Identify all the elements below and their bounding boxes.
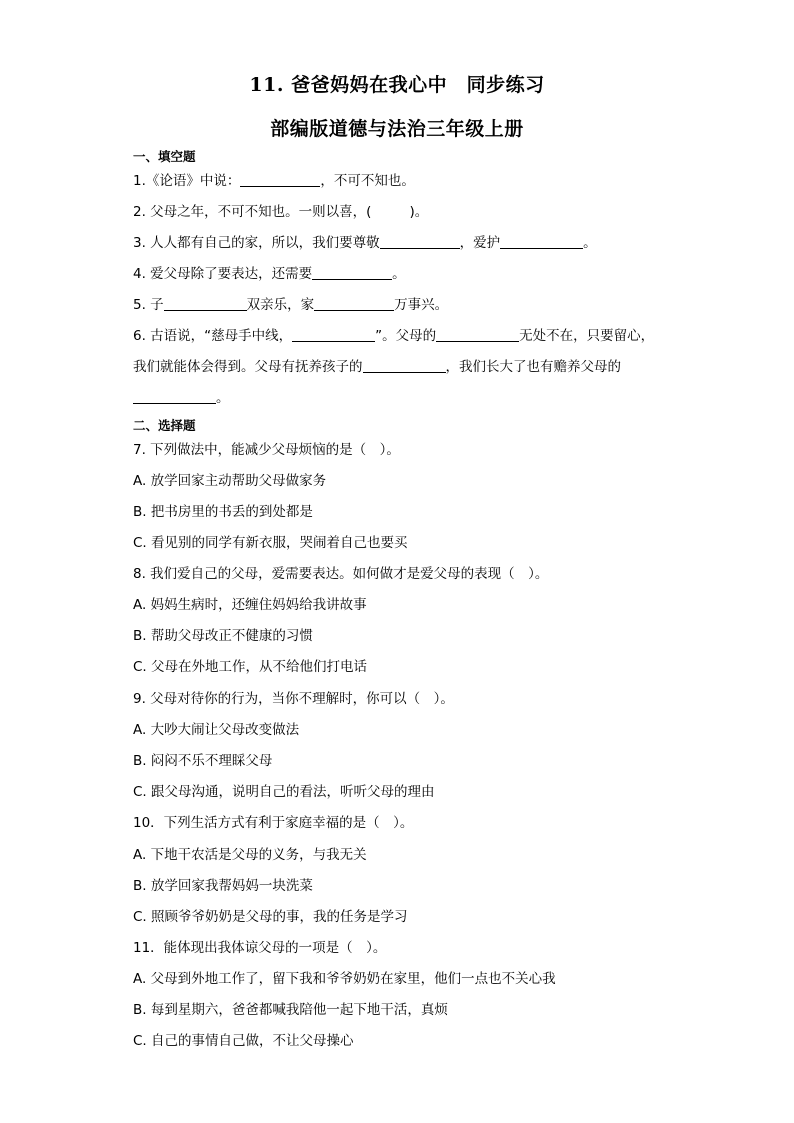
question-6-line-2 xyxy=(133,358,621,376)
question-10-option-b: B. 放学回家我帮妈妈一块洗菜 xyxy=(133,878,313,894)
question-8-stem: 8. 我们爱自己的父母，爱需要表达。如何做才是爱父母的表现（ ）。 xyxy=(133,566,549,582)
q5-text-c: 万事兴。 xyxy=(394,297,449,313)
question-1 xyxy=(133,172,415,190)
q1-text-b: ，不可不知也。 xyxy=(320,173,415,189)
section-fill-blank: 一、填空题 xyxy=(133,149,196,164)
question-10-stem: 10．下列生活方式有利于家庭幸福的是（ ）。 xyxy=(133,815,414,831)
q1-blank xyxy=(240,172,320,187)
question-5 xyxy=(133,296,448,314)
q4-blank xyxy=(312,265,392,280)
q6-blank-4 xyxy=(133,389,216,404)
q6-text-d: 我们就能体会得到。父母有抚养孩子的 xyxy=(133,359,363,375)
q3-blank-1 xyxy=(380,234,460,249)
q2-text-b: )。 xyxy=(409,204,429,220)
q6-text-b: ”。父母的 xyxy=(375,328,437,344)
q2-text-a: 2. 父母之年，不可不知也。一则以喜，( xyxy=(133,204,372,220)
question-9-stem: 9. 父母对待你的行为，当你不理解时，你可以（ ）。 xyxy=(133,691,454,707)
question-7-option-a: A. 放学回家主动帮助父母做家务 xyxy=(133,473,327,489)
question-3 xyxy=(133,234,597,252)
q6-text-f: 。 xyxy=(216,390,230,406)
q6-blank-3 xyxy=(363,358,446,373)
q6-text-e: ，我们长大了也有赡养父母的 xyxy=(445,359,621,375)
question-11-option-c: C. 自己的事情自己做，不让父母操心 xyxy=(133,1033,354,1049)
question-10-option-a: A. 下地干农活是父母的义务，与我无关 xyxy=(133,847,367,863)
q1-text-a: 1.《论语》中说： xyxy=(133,173,241,189)
question-4 xyxy=(133,265,406,283)
question-6-line-3 xyxy=(133,389,230,407)
q5-blank-1 xyxy=(164,296,247,311)
question-10-option-c: C. 照顾爷爷奶奶是父母的事，我的任务是学习 xyxy=(133,909,408,925)
q5-text-a: 5. 子 xyxy=(133,297,164,313)
q3-text-a: 3. 人人都有自己的家，所以，我们要尊敬 xyxy=(133,235,380,251)
question-11-option-b: B. 每到星期六，爸爸都喊我陪他一起下地干活，真烦 xyxy=(133,1002,448,1018)
question-6-line-1 xyxy=(133,327,654,345)
q4-text-b: 。 xyxy=(392,266,406,282)
page-subtitle: 部编版道德与法治三年级上册 xyxy=(270,118,524,140)
question-7-option-c: C. 看见别的同学有新衣服，哭闹着自己也要买 xyxy=(133,535,408,551)
q6-text-c: 无处不在，只要留心， xyxy=(519,328,655,344)
q5-text-b: 双亲乐，家 xyxy=(246,297,315,313)
q3-blank-2 xyxy=(500,234,583,249)
question-11-option-a: A. 父母到外地工作了，留下我和爷爷奶奶在家里，他们一点也不关心我 xyxy=(133,971,556,987)
question-8-option-b: B. 帮助父母改正不健康的习惯 xyxy=(133,628,313,644)
question-9-option-b: B. 闷闷不乐不理睬父母 xyxy=(133,753,273,769)
q6-text-a: 6. 古语说，“慈母手中线， xyxy=(133,328,293,344)
question-9-option-a: A. 大吵大闹让父母改变做法 xyxy=(133,722,300,738)
question-7-stem: 7. 下列做法中，能减少父母烦恼的是（ ）。 xyxy=(133,442,400,458)
question-11-stem: 11．能体现出我体谅父母的一项是（ ）。 xyxy=(133,940,387,956)
question-2 xyxy=(133,203,428,221)
q4-text-a: 4. 爱父母除了要表达，还需要 xyxy=(133,266,313,282)
question-8-option-a: A. 妈妈生病时，还缠住妈妈给我讲故事 xyxy=(133,597,367,613)
q5-blank-2 xyxy=(314,296,394,311)
question-9-option-c: C. 跟父母沟通，说明自己的看法，听听父母的理由 xyxy=(133,784,435,800)
question-7-option-b: B. 把书房里的书丢的到处都是 xyxy=(133,504,313,520)
q3-text-c: 。 xyxy=(583,235,597,251)
section-choice: 二、选择题 xyxy=(133,418,196,433)
q6-blank-1 xyxy=(292,327,375,342)
question-8-option-c: C. 父母在外地工作，从不给他们打电话 xyxy=(133,659,368,675)
q6-blank-2 xyxy=(436,327,519,342)
page-title: 11. 爸爸妈妈在我心中 同步练习 xyxy=(249,74,545,96)
q3-text-b: ，爱护 xyxy=(459,235,501,251)
